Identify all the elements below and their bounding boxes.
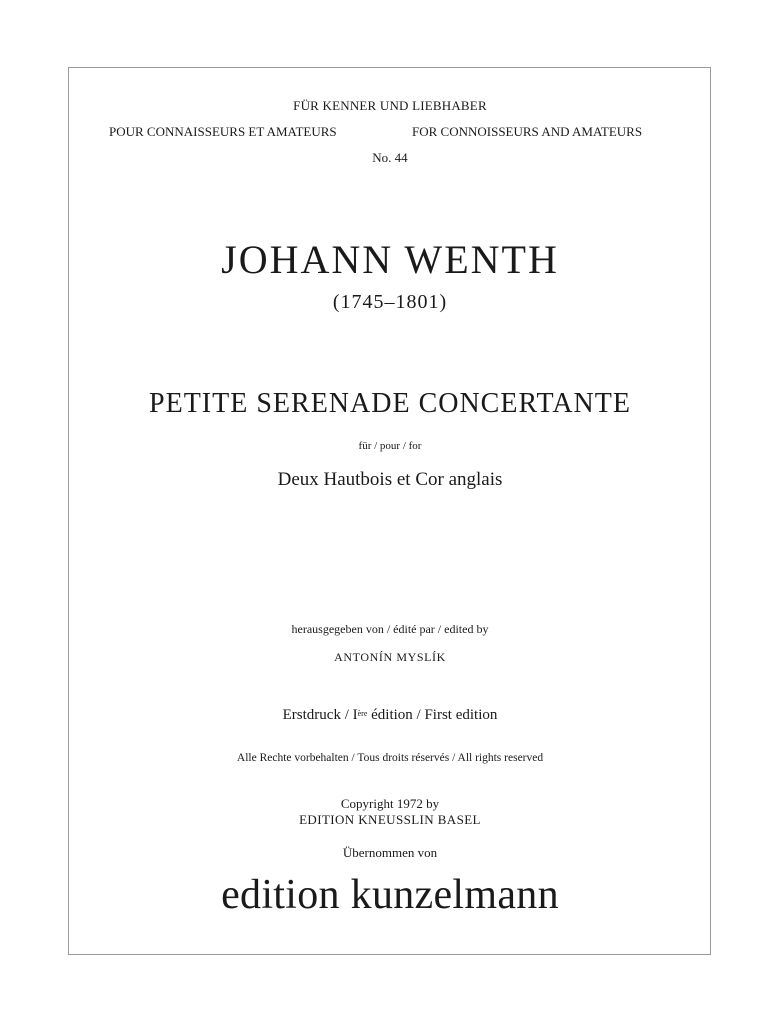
taken-over-label: Übernommen von <box>342 845 438 860</box>
series-number: No. 44 <box>372 150 408 165</box>
edition-suffix: édition / First edition <box>367 707 498 723</box>
copyright-line: Copyright 1972 by <box>340 796 440 811</box>
composer-name: JOHANN WENTH <box>221 237 559 282</box>
original-publisher: EDITION KNEUSSLIN BASEL <box>299 812 481 827</box>
instrumentation: Deux Hautbois et Cor anglais <box>277 469 503 490</box>
series-name-french: POUR CONNAISSEURS ET AMATEURS <box>109 124 337 139</box>
edition-note <box>0 707 780 724</box>
rights-notice: Alle Rechte vorbehalten / Tous droits réservés / All rights reserved <box>236 752 544 764</box>
composer-dates: (1745–1801) <box>332 291 448 313</box>
edition-superscript: ère <box>357 709 368 718</box>
for-label: für / pour / for <box>358 440 422 452</box>
editor-name: ANTONÍN MYSLÍK <box>334 650 446 664</box>
series-name-english: FOR CONNOISSEURS AND AMATEURS <box>412 124 643 139</box>
work-title: PETITE SERENADE CONCERTANTE <box>149 388 631 419</box>
publisher-logo-text: edition kunzelmann <box>221 872 559 918</box>
edition-prefix: Erstdruck / I <box>282 707 358 723</box>
edited-by-label: herausgegeben von / édité par / edited by <box>291 622 489 636</box>
series-name-german: FÜR KENNER UND LIEBHABER <box>293 98 487 113</box>
